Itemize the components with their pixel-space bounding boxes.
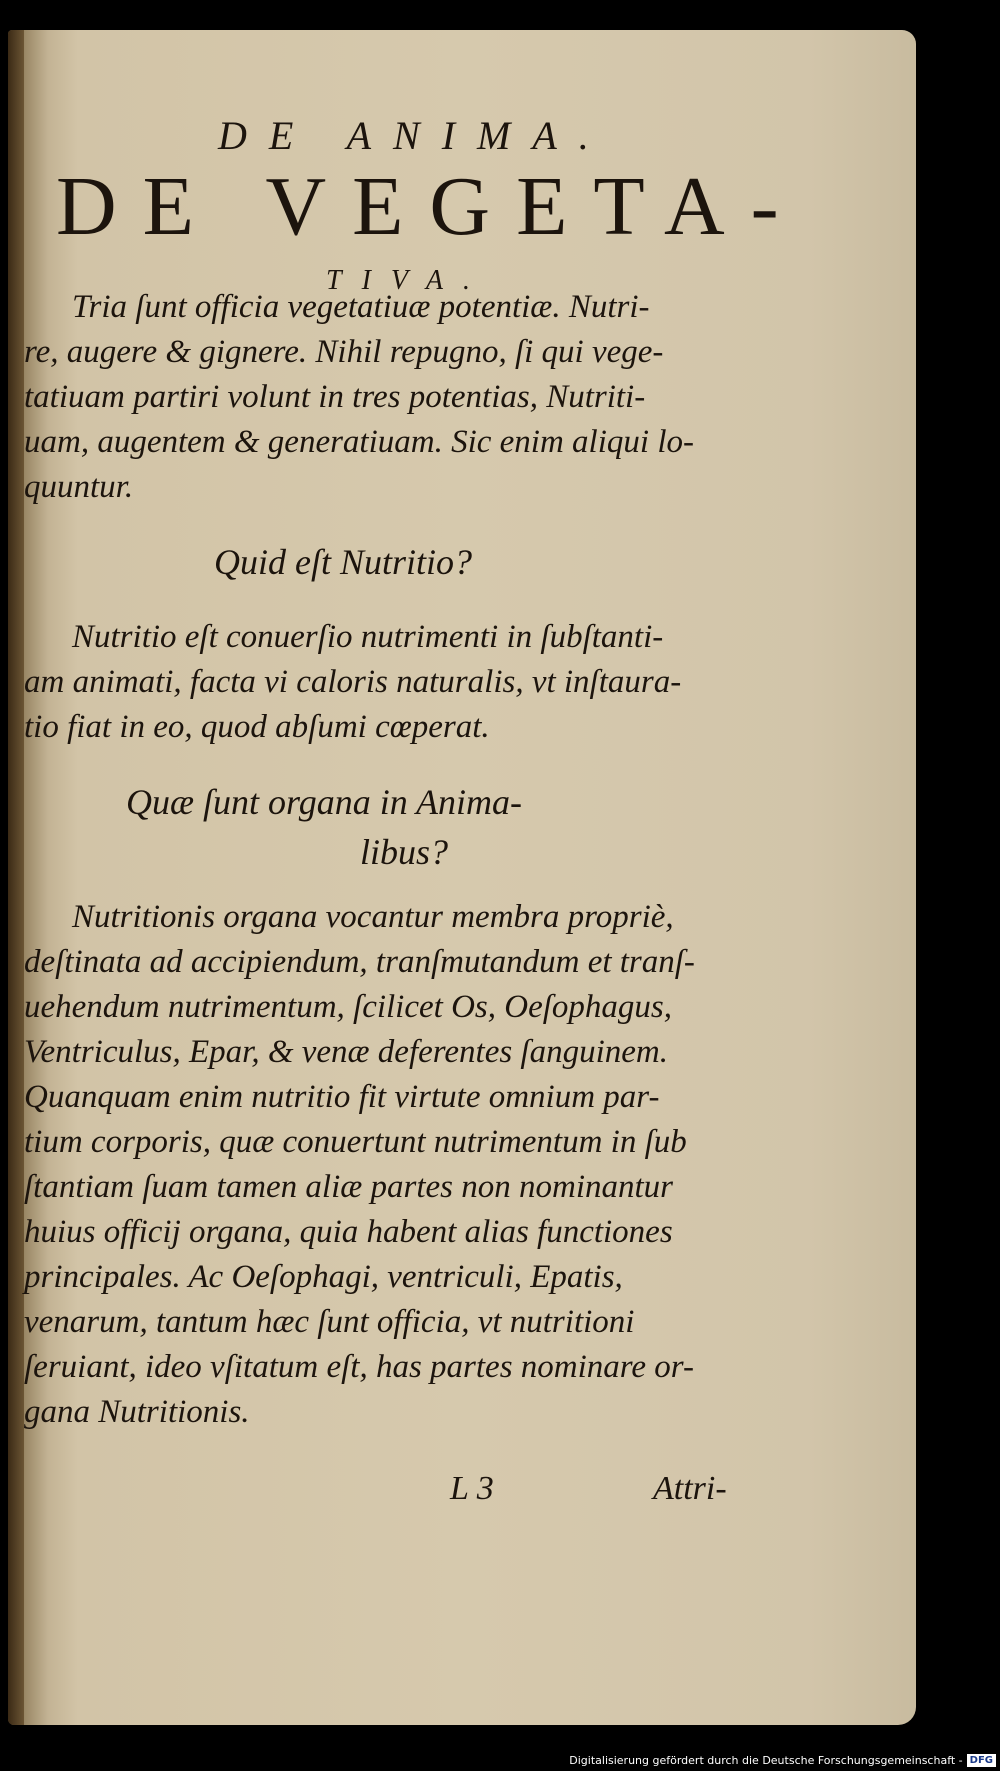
text-line: ſeruiant, ideo vſitatum eſt, has partes nominare or- (24, 1349, 694, 1385)
text-line: tio fiat in eo, quod abſumi cœperat. (24, 709, 490, 745)
text-line: am animati, facta vi caloris naturalis, vt inſtaura- (24, 664, 682, 700)
text-line: re, augere & gignere. Nihil repugno, ſi qui vege- (24, 334, 664, 370)
signature-mark: L 3 (450, 1470, 494, 1507)
running-head: DE ANIMA. (218, 113, 611, 158)
text-line: principales. Ac Oeſophagi, ventriculi, Epatis, (24, 1259, 623, 1295)
text-line: tatiuam partiri volunt in tres potentias, Nutriti- (24, 379, 646, 415)
section-heading-organa: Quæ ſunt organa in Anima- (126, 782, 523, 822)
catchword: Attri- (653, 1470, 727, 1507)
chapter-title-continuation: TIVA. (326, 265, 491, 296)
credit-text: Digitalisierung gefördert durch die Deutsche Forschungsgemeinschaft - (569, 1754, 963, 1767)
text-line: deſtinata ad accipiendum, tranſmutandum et tranſ- (24, 944, 695, 980)
text-line: uehendum nutrimentum, ſcilicet Os, Oeſophagus, (24, 989, 672, 1025)
chapter-title: DE VEGETA- (56, 160, 805, 253)
text-line: venarum, tantum hæc ſunt officia, vt nutritioni (24, 1304, 635, 1340)
text-line: Nutritionis organa vocantur membra propriè, (72, 899, 674, 935)
section-heading-organa-cont: libus? (360, 832, 449, 872)
text-line: gana Nutritionis. (24, 1394, 250, 1430)
paragraph-nutritio (24, 615, 776, 750)
dfg-logo: DFG (967, 1754, 996, 1767)
text-line: Quanquam enim nutritio fit virtute omnium par- (24, 1079, 660, 1115)
text-line: quuntur. (24, 469, 134, 505)
text-line: uam, augentem & generatiuam. Sic enim aliqui lo- (24, 424, 694, 460)
text-line: Ventriculus, Epar, & venæ deferentes ſanguinem. (24, 1034, 668, 1070)
digitization-credit (569, 1754, 996, 1767)
section-heading-nutritio: Quid eſt Nutritio? (214, 542, 473, 582)
text-line: ſtantiam ſuam tamen aliæ partes non nominantur (24, 1169, 674, 1205)
text-line: tium corporis, quæ conuertunt nutrimentum in ſub (24, 1124, 687, 1160)
paragraph-organa (24, 895, 776, 1435)
paragraph-officia (24, 285, 776, 510)
book-page (8, 30, 916, 1725)
text-line: huius officij organa, quia habent alias functiones (24, 1214, 673, 1250)
text-line: Nutritio eſt conuerſio nutrimenti in ſubſtanti- (72, 619, 664, 655)
text-line: Tria ſunt officia vegetatiuæ potentiæ. Nutri- (72, 289, 650, 325)
page-gutter (8, 30, 24, 1725)
